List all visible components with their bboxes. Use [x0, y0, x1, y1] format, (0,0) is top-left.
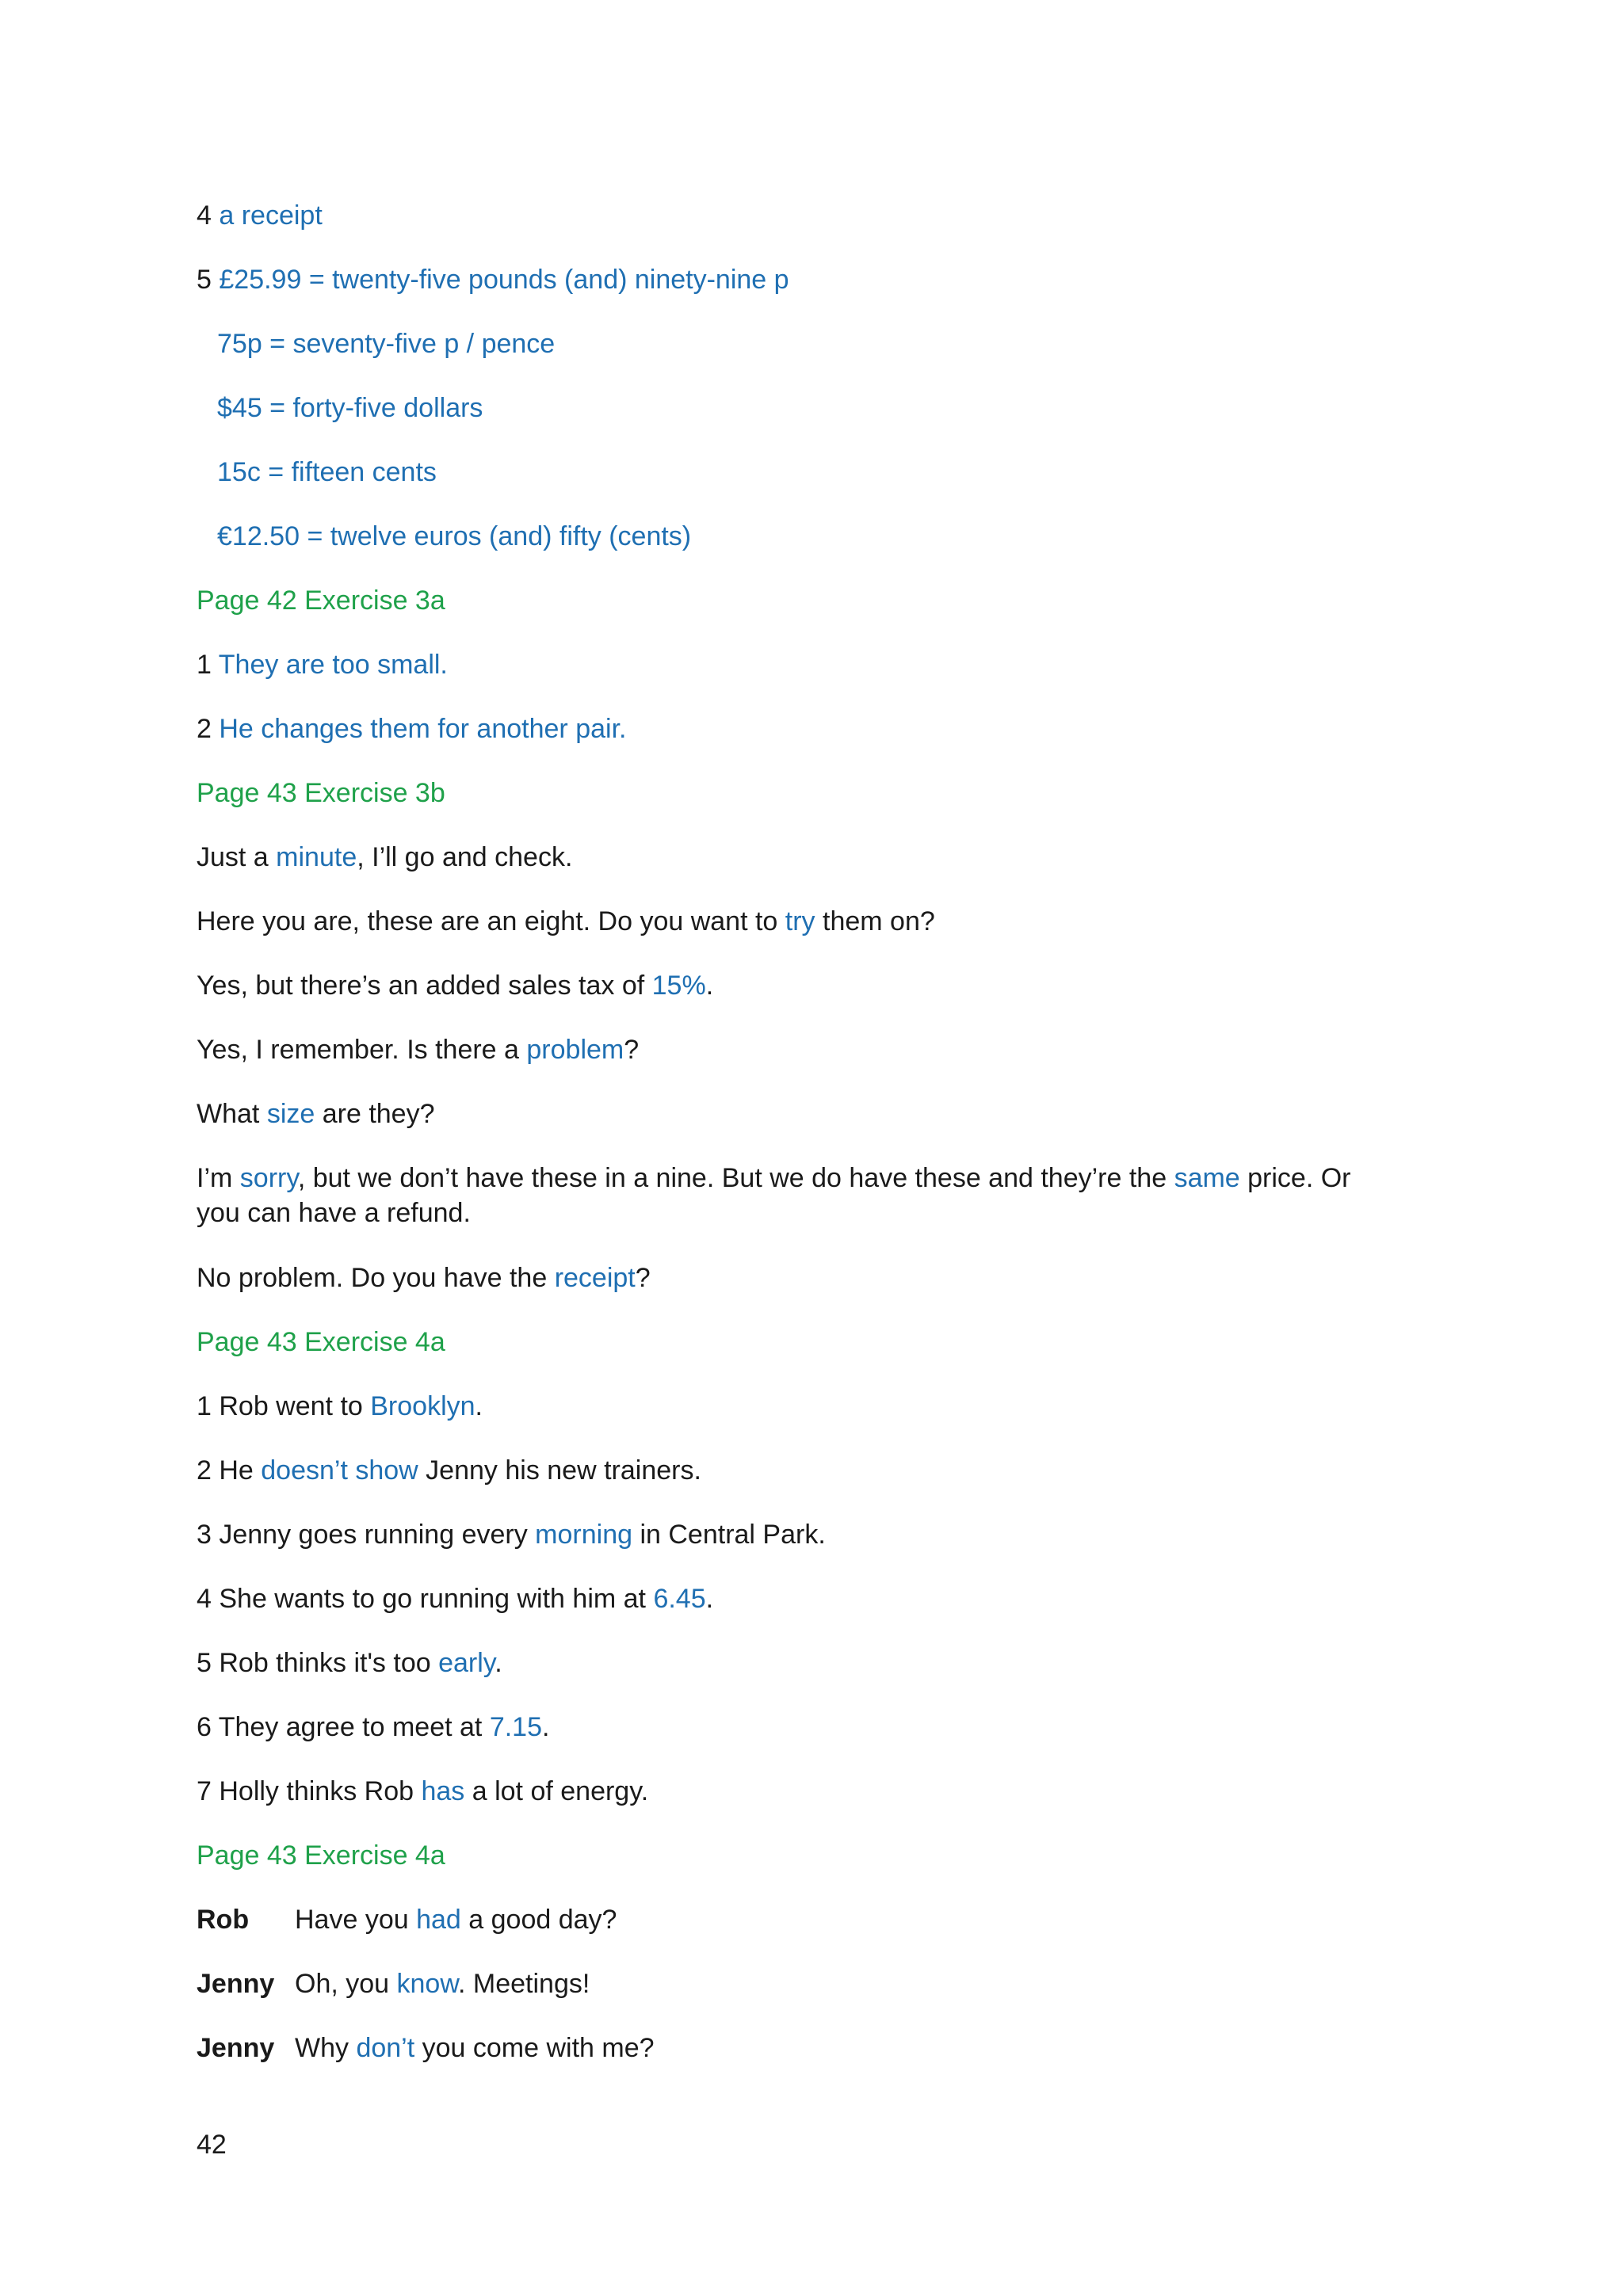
section-heading: Page 42 Exercise 3a [197, 585, 445, 616]
answer-text: doesn’t show [261, 1455, 418, 1486]
text: 3 Jenny goes running every [197, 1520, 536, 1550]
dialogue-line [197, 840, 572, 875]
answer-line: $45 = forty-five dollars [217, 393, 483, 423]
answer-text: has [421, 1776, 465, 1806]
answer-line [197, 1453, 701, 1488]
answer-text: He changes them for another pair. [219, 714, 627, 744]
text: , but we don’t have these in a nine. But we do have these and they’re the [297, 1163, 1174, 1193]
text: a lot of energy. [464, 1776, 649, 1806]
answer-line: 75p = seventy-five p / pence [217, 329, 556, 359]
text: Here you are, these are an eight. Do you want to [197, 906, 785, 936]
answer-line [197, 1517, 826, 1552]
answer-text: a receipt [219, 200, 323, 231]
answer-text: 15% [651, 971, 706, 1001]
text: Jenny his new trainers. [418, 1455, 701, 1486]
answer-text: early [438, 1648, 495, 1678]
text: are they? [315, 1099, 435, 1129]
page-number: 42 [197, 2130, 227, 2160]
text: you come with me? [414, 2033, 655, 2063]
item-number: 1 [197, 650, 212, 680]
text: . [475, 1391, 483, 1421]
answer-line [197, 647, 448, 682]
answer-text: same [1174, 1163, 1240, 1193]
text: , I’ll go and check. [357, 842, 573, 872]
text: 4 She wants to go running with him at [197, 1584, 654, 1614]
item-number: 2 [197, 714, 212, 744]
answer-line: 15c = fifteen cents [217, 457, 437, 487]
item-number: 4 [197, 200, 212, 231]
text: No problem. Do you have the [197, 1263, 555, 1293]
text: . [495, 1648, 502, 1678]
dialogue-line [197, 968, 713, 1003]
dialogue-line [197, 1902, 617, 1937]
dialogue-line [197, 904, 935, 939]
text: 2 He [197, 1455, 262, 1486]
text: . [705, 971, 714, 1001]
answer-line [197, 1581, 713, 1616]
section-heading: Page 43 Exercise 4a [197, 1840, 445, 1871]
answer-text: don’t [356, 2033, 415, 2063]
answer-text: minute [276, 842, 357, 872]
text: Oh, you [295, 1969, 397, 1999]
text: them on? [815, 906, 935, 936]
dialogue-line [197, 1097, 435, 1131]
text: Why [295, 2033, 357, 2063]
answer-text: 6.45 [653, 1584, 706, 1614]
dialogue-line [197, 1966, 590, 2001]
speaker-name: Jenny [197, 2033, 275, 2063]
answer-text: had [416, 1905, 461, 1935]
text: price. Or you can have a refund. [197, 1163, 1351, 1228]
text: . Meetings! [458, 1969, 590, 1999]
answer-line: €12.50 = twelve euros (and) fifty (cents) [217, 521, 692, 551]
answer-text: £25.99 = twenty-five pounds (and) ninety-nine p [219, 265, 789, 295]
text: I’m [197, 1163, 240, 1193]
text: Have you [295, 1905, 417, 1935]
section-heading: Page 43 Exercise 4a [197, 1327, 445, 1357]
text: . [705, 1584, 714, 1614]
text: ? [635, 1263, 651, 1293]
answer-line [197, 1774, 648, 1809]
text: in Central Park. [632, 1520, 826, 1550]
text: 6 They agree to meet at [197, 1712, 490, 1742]
answer-line [197, 1646, 502, 1680]
answer-line [197, 1710, 549, 1745]
dialogue-line [197, 1161, 1401, 1230]
answer-line [197, 1389, 483, 1424]
text: 5 Rob thinks it's too [197, 1648, 439, 1678]
answer-line [197, 198, 323, 233]
answer-text: sorry [239, 1163, 298, 1193]
answer-line [197, 711, 626, 746]
text: Yes, I remember. Is there a [197, 1035, 527, 1065]
dialogue-line [197, 2031, 655, 2065]
answer-text: receipt [554, 1263, 636, 1293]
text: 1 Rob went to [197, 1391, 371, 1421]
text: a good day? [460, 1905, 617, 1935]
answer-text: Brooklyn [370, 1391, 475, 1421]
text: Just a [197, 842, 277, 872]
dialogue-line [197, 1261, 651, 1295]
answer-text: know [396, 1969, 459, 1999]
speaker-name: Jenny [197, 1969, 275, 1999]
text: Yes, but there’s an added sales tax of [197, 971, 652, 1001]
section-heading: Page 43 Exercise 3b [197, 778, 445, 808]
item-number: 5 [197, 265, 212, 295]
text: What [197, 1099, 267, 1129]
speaker-name: Rob [197, 1905, 250, 1935]
answer-line [197, 262, 789, 297]
answer-text: They are too small. [218, 650, 448, 680]
answer-text: problem [526, 1035, 624, 1065]
answer-text: morning [535, 1520, 633, 1550]
text: ? [624, 1035, 640, 1065]
answer-text: try [785, 906, 815, 936]
dialogue-line [197, 1032, 639, 1067]
text: 7 Holly thinks Rob [197, 1776, 422, 1806]
answer-text: size [266, 1099, 315, 1129]
answer-text: 7.15 [489, 1712, 543, 1742]
text: . [542, 1712, 550, 1742]
